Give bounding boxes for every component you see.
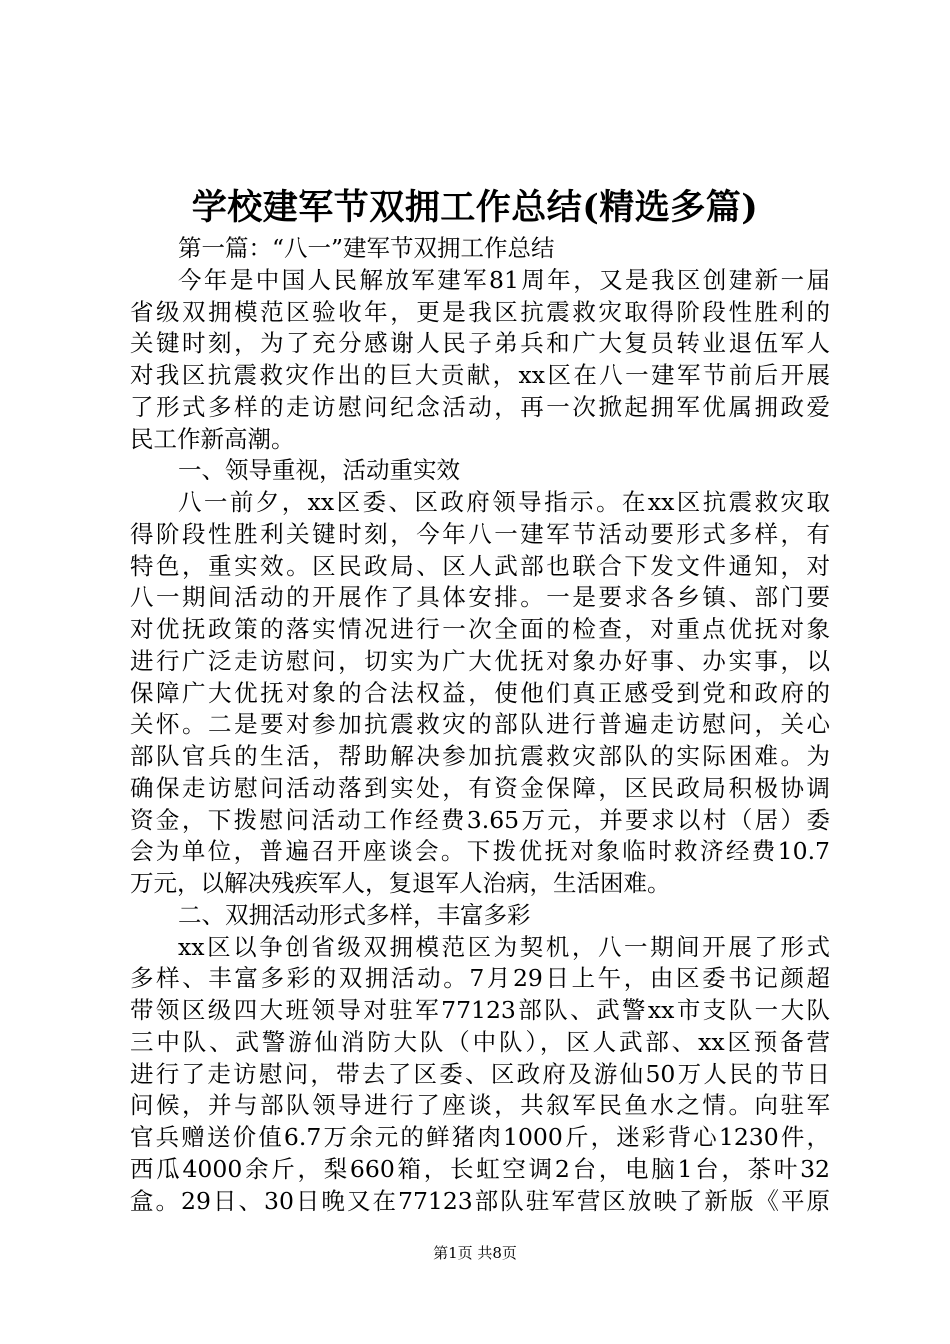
body-line: 盒。29日、30日晚又在77123部队驻军营区放映了新版《平原 xyxy=(130,1186,830,1215)
body-line: 进行广泛走访慰问，切实为广大优抚对象办好事、办实事，以 xyxy=(130,646,830,675)
body-line: 进行了走访慰问，带去了区委、区政府及游仙50万人民的节日 xyxy=(130,1059,830,1088)
body-line: 关键时刻，为了充分感谢人民子弟兵和广大复员转业退伍军人 xyxy=(130,329,830,358)
body-line: 第一篇：“八一”建军节双拥工作总结 xyxy=(178,234,555,262)
body-line: xx区以争创省级双拥模范区为契机，八一期间开展了形式 xyxy=(178,932,830,961)
page-footer: 第1页 共8页 xyxy=(433,1244,517,1262)
body-line: 资金，下拨慰问活动工作经费3.65万元，并要求以村（居）委 xyxy=(130,805,830,834)
body-line: 一、领导重视，活动重实效 xyxy=(178,456,460,485)
body-line: 对我区抗震救灾作出的巨大贡献，xx区在八一建军节前后开展 xyxy=(130,361,830,389)
body-line: 了形式多样的走访慰问纪念活动，再一次掀起拥军优属拥政爱 xyxy=(130,392,830,421)
body-line: 八一期间活动的开展作了具体安排。一是要求各乡镇、部门要 xyxy=(130,583,830,612)
body-line: 确保走访慰问活动落到实处，有资金保障，区民政局积极协调 xyxy=(130,773,830,802)
document-body xyxy=(130,233,830,1217)
body-line: 部队官兵的生活，帮助解决参加抗震救灾部队的实际困难。为 xyxy=(130,742,830,770)
body-line: 西瓜4000余斤，梨660箱，长虹空调2台，电脑1台，茶叶32 xyxy=(130,1154,830,1183)
document-title: 学校建军节双拥工作总结(精选多篇) xyxy=(191,187,759,228)
body-line: 带领区级四大班领导对驻军77123部队、武警xx市支队一大队 xyxy=(130,996,830,1024)
body-line: 多样、丰富多彩的双拥活动。7月29日上午，由区委书记颜超 xyxy=(130,964,830,993)
body-line: 保障广大优抚对象的合法权益，使他们真正感受到党和政府的 xyxy=(130,678,830,707)
body-line: 今年是中国人民解放军建军81周年，又是我区创建新一届 xyxy=(178,265,830,294)
body-line: 关怀。二是要对参加抗震救灾的部队进行普遍走访慰问，关心 xyxy=(130,710,830,739)
body-line: 问候，并与部队领导进行了座谈，共叙军民鱼水之情。向驻军 xyxy=(130,1091,830,1120)
body-line: 民工作新高潮。 xyxy=(130,424,295,453)
body-line: 会为单位，普遍召开座谈会。下拨优抚对象临时救济经费10.7 xyxy=(130,837,830,866)
body-line: 二、双拥活动形式多样，丰富多彩 xyxy=(178,900,531,929)
body-line: 万元，以解决残疾军人，复退军人治病，生活困难。 xyxy=(130,869,671,897)
body-line: 得阶段性胜利关键时刻，今年八一建军节活动要形式多样，有 xyxy=(130,519,830,548)
body-line: 省级双拥模范区验收年，更是我区抗震救灾取得阶段性胜利的 xyxy=(130,297,830,326)
body-line: 八一前夕，xx区委、区政府领导指示。在xx区抗震救灾取 xyxy=(178,488,830,516)
body-line: 对优抚政策的落实情况进行一次全面的检查，对重点优抚对象 xyxy=(130,615,830,643)
body-line: 三中队、武警游仙消防大队（中队），区人武部、xx区预备营 xyxy=(130,1027,830,1056)
body-line: 特色，重实效。区民政局、区人武部也联合下发文件通知，对 xyxy=(130,551,830,580)
body-line: 官兵赠送价值6.7万余元的鲜猪肉1000斤，迷彩背心1230件， xyxy=(130,1123,830,1151)
